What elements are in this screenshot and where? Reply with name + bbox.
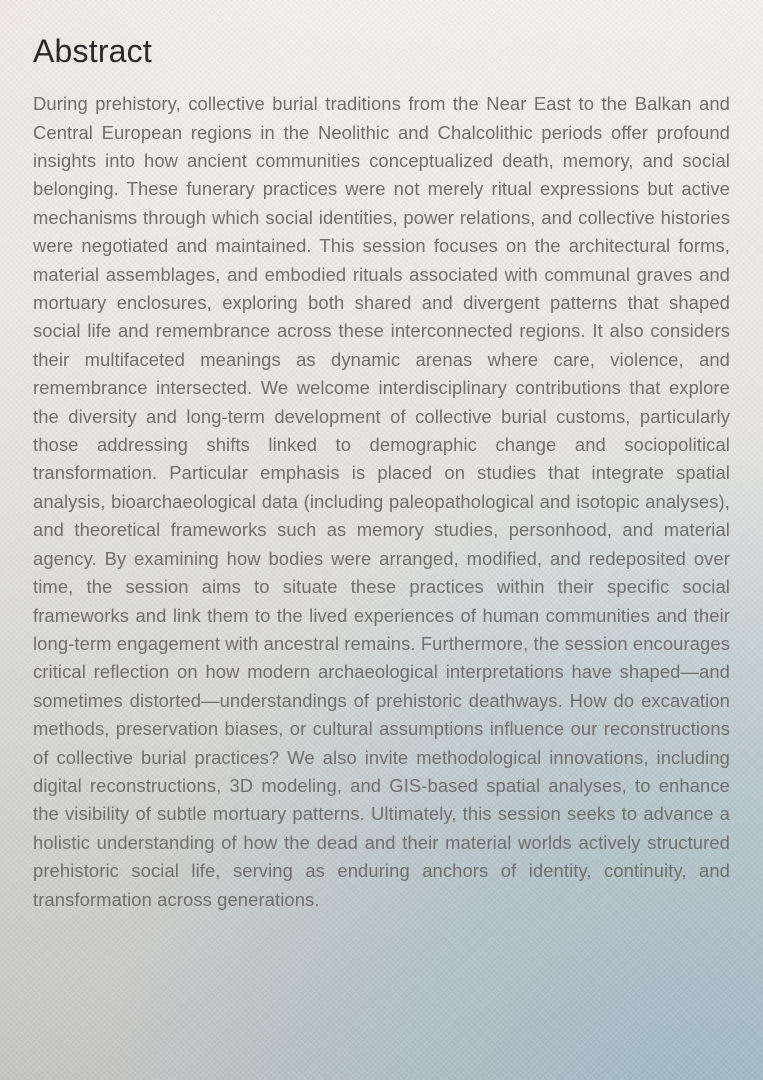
abstract-body-text: During prehistory, collective burial traditions from the Near East to the Balkan and Central European regions in the Neolithic and Chalcolithic periods offer profound insights into how ancient communities conceptualized death, memory, and social belonging. These funerary practices were not merely ritual expressions but active mechanisms through which social identities, power relations, and collective histories were negotiated and maintained. This session focuses on the architectural forms, material assemblages, and embodied rituals associated with communal graves and mortuary enclosures, exploring both shared and divergent patterns that shaped social life and remembrance across these interconnected regions. It also considers their multifaceted meanings as dynamic arenas where care, violence, and remembrance intersected. We welcome interdisciplinary contributions that explore the diversity and long-term development of collective burial customs, particularly those addressing shifts linked to demographic change and sociopolitical transformation. Particular emphasis is placed on studies that integrate spatial analysis, bioarchaeological data (including paleopathological and isotopic analyses), and theoretical frameworks such as memory studies, personhood, and material agency. By examining how bodies were arranged, modified, and redeposited over time, the session aims to situate these practices within their specific social frameworks and link them to the lived experiences of human communities and their long-term engagement with ancestral remains. Furthermore, the session encourages critical reflection on how modern archaeological interpretations have shaped—and sometimes distorted—understandings of prehistoric deathways. How do excavation methods, preservation biases, or cultural assumptions influence our reconstructions of collective burial practices? We also invite methodological innovations, including digital reconstructions, 3D modeling, and GIS-based spatial analyses, to enhance the visibility of subtle mortuary patterns. Ultimately, this session seeks to advance a holistic understanding of how the dead and their material worlds actively structured prehistoric social life, serving as enduring anchors of identity, continuity, and transformation across generations. [33,93,730,910]
abstract-heading: Abstract [33,33,152,69]
